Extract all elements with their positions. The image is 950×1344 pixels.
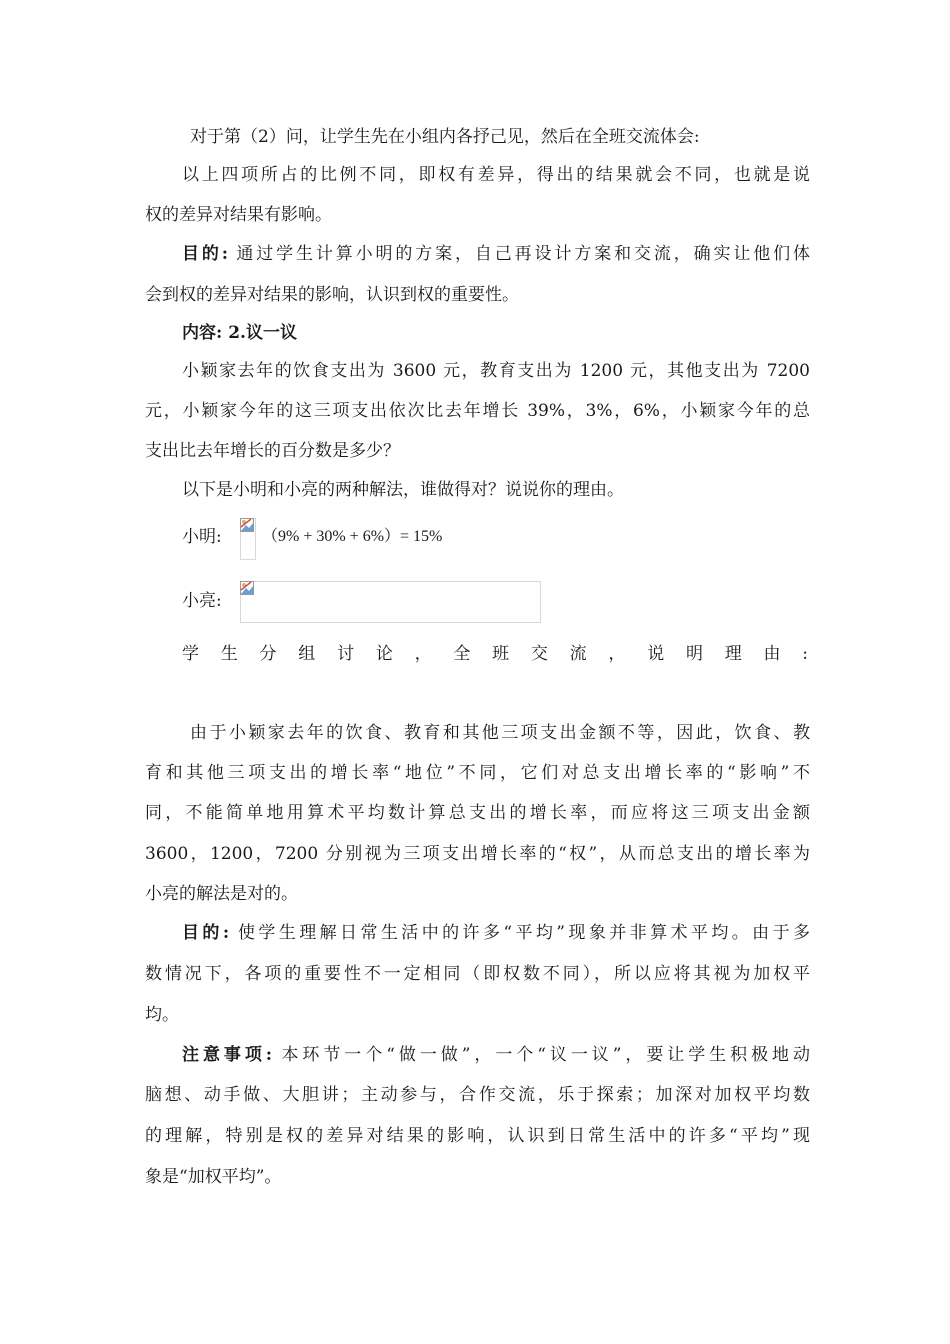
xiaoming-formula: （9% + 30% + 6%）= 15%: [262, 528, 443, 545]
paragraph-line: 会到权的差异对结果的影响，认识到权的重要性。: [145, 285, 519, 305]
paragraph-line: 同，不能简单地用算术平均数计算总支出的增长率，而应将这三项支出金额: [145, 803, 810, 823]
paragraph-line: 脑想、动手做、大胆讲；主动参与，合作交流，乐于探索；加深对加权平均数: [145, 1085, 810, 1105]
xiaoliang-label: 小亮:: [182, 591, 222, 611]
paragraph-line: 育和其他三项支出的增长率“地位”不同，它们对总支出增长率的“影响”不: [145, 763, 810, 783]
paragraph-line: 小颖家去年的饮食支出为 3600 元，教育支出为 1200 元，其他支出为 7200: [182, 361, 810, 381]
paragraph-line: 由于小颖家去年的饮食、教育和其他三项支出金额不等，因此，饮食、教: [190, 723, 810, 743]
xiaoming-label: 小明:: [182, 527, 222, 547]
paragraph-line: 以下是小明和小亮的两种解法，谁做得对？说说你的理由。: [182, 480, 624, 500]
image-placeholder: [240, 581, 541, 623]
broken-image-icon: [240, 581, 254, 595]
goal-paragraph: [182, 243, 810, 265]
goal-paragraph: [182, 922, 810, 944]
goal-text: 通过学生计算小明的方案，自己再设计方案和交流，确实让他们体: [236, 244, 811, 264]
paragraph-line: 元，小颖家今年的这三项支出依次比去年增长 39%，3%，6%，小颖家今年的总: [145, 401, 810, 421]
paragraph-line: 支出比去年增长的百分数是多少？: [145, 441, 400, 461]
paragraph-line: 均。: [145, 1005, 179, 1025]
paragraph-line: 3600，1200，7200 分别视为三项支出增长率的“权”，从而总支出的增长率为: [145, 844, 810, 864]
paragraph-line: 象是“加权平均”。: [145, 1167, 282, 1187]
paragraph-line: 数情况下，各项的重要性不一定相同（即权数不同），所以应将其视为加权平: [145, 964, 810, 984]
paragraph-line: 小亮的解法是对的。: [145, 884, 298, 904]
goal-text: 使学生理解日常生活中的许多“平均”现象并非算术平均。由于多: [237, 923, 810, 943]
note-paragraph: [182, 1044, 810, 1066]
goal-label: 目的:: [182, 923, 230, 943]
paragraph-line: 的理解，特别是权的差异对结果的影响，认识到日常生活中的许多“平均”现: [145, 1126, 810, 1146]
goal-label: 目的:: [182, 244, 229, 264]
section-heading: 内容: 2.议一议: [182, 323, 297, 343]
paragraph-line: 权的差异对结果有影响。: [145, 205, 332, 225]
note-text: 本环节一个“做一做”，一个“议一议”，要让学生积极地动: [281, 1045, 810, 1065]
broken-image-icon: [240, 518, 254, 532]
discussion-line: 学生分组讨论，全班交流，说明理由:: [182, 644, 810, 664]
paragraph-line: 以上四项所占的比例不同，即权有差异，得出的结果就会不同，也就是说: [182, 165, 810, 185]
note-label: 注意事项:: [182, 1045, 273, 1065]
paragraph-line: 对于第（2）问，让学生先在小组内各抒己见，然后在全班交流体会:: [190, 127, 700, 147]
